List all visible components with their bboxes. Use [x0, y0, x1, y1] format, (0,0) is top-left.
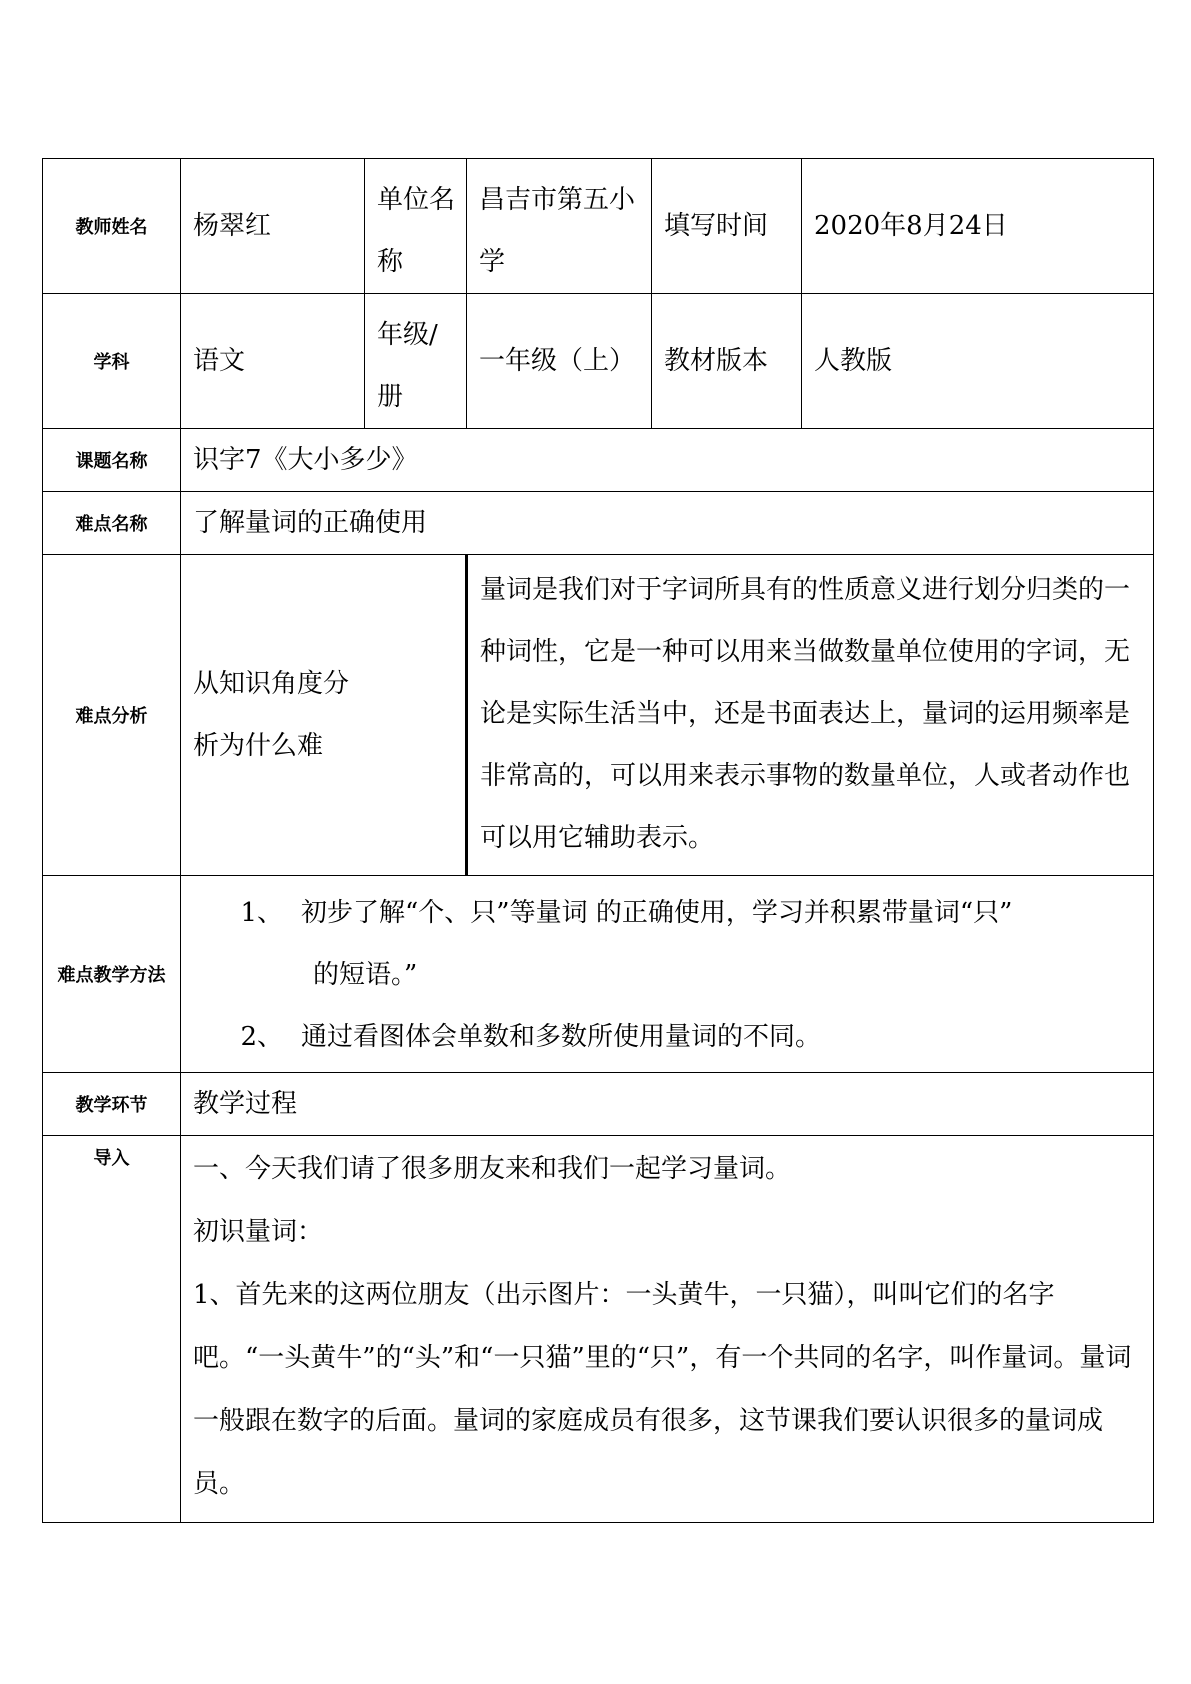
teacher-name: 杨翠红: [181, 159, 365, 294]
row-teacher: [43, 159, 1154, 294]
textbook: 人教版: [802, 294, 1154, 429]
method-list: [181, 876, 1154, 1073]
grade: 一年级（上）: [467, 294, 652, 429]
unit-label-line-1: 单位名: [377, 185, 456, 215]
method-item-1: [193, 882, 1141, 944]
method-label: 难点教学方法: [43, 876, 181, 1073]
row-intro: [43, 1136, 1154, 1523]
grade-label-line-2: 册: [377, 382, 404, 412]
intro-line-2: 初识量词：: [193, 1217, 324, 1247]
method-item-1-continued: 的短语。”: [313, 960, 418, 990]
fill-time: 2020年8月24日: [802, 159, 1154, 294]
method-item-1-num: 1、: [240, 898, 283, 928]
row-stage: [43, 1073, 1154, 1136]
topic-label: 课题名称: [43, 429, 181, 492]
difficulty-label: 难点名称: [43, 492, 181, 555]
unit-name-line-2: 学: [479, 247, 506, 277]
analysis-label: 难点分析: [43, 555, 181, 876]
analysis-angle: [181, 555, 467, 876]
teacher-label: 教师姓名: [43, 159, 181, 294]
subject-label: 学科: [43, 294, 181, 429]
row-difficulty: [43, 492, 1154, 555]
row-topic: [43, 429, 1154, 492]
grade-label-line-1: 年级/: [377, 320, 438, 350]
row-subject: [43, 294, 1154, 429]
intro-label: 导入: [43, 1136, 181, 1523]
row-method: [43, 876, 1154, 1073]
analysis-text: [467, 555, 1154, 876]
intro-line-1: 一、今天我们请了很多朋友来和我们一起学习量词。: [193, 1154, 792, 1184]
row-analysis: [43, 555, 1154, 876]
lesson-form-table: [42, 158, 1154, 1523]
fill-time-label: 填写时间: [652, 159, 802, 294]
unit-name: [467, 159, 652, 294]
unit-label-line-2: 称: [377, 247, 404, 277]
unit-name-line-1: 昌吉市第五小: [479, 185, 636, 215]
analysis-angle-line-1: 从知识角度分: [193, 669, 350, 699]
method-item-2-text: 通过看图体会单数和多数所使用量词的不同。: [301, 1022, 822, 1052]
unit-label: [365, 159, 467, 294]
stage-label: 教学环节: [43, 1073, 181, 1136]
intro-line-3: 1、首先来的这两位朋友（出示图片：一头黄牛，一只猫），叫叫它们的名字吧。“一头黄牛”的“头”和“一只猫”里的“只”，有一个共同的名字，叫作量词。量词一般跟在数字的后面。量词的家庭成员有很多，这节课我们要认识很多的量词成员。: [193, 1280, 1132, 1499]
method-item-1-text: 初步了解“个、只”等量词 的正确使用，学习并积累带量词“只”: [301, 898, 1013, 928]
method-item-2-num: 2、: [240, 1022, 283, 1052]
intro-content: [181, 1136, 1154, 1523]
analysis-angle-line-2: 析为什么难: [193, 731, 324, 761]
analysis-paragraph: 量词是我们对于字词所具有的性质意义进行划分归类的一种词性，它是一种可以用来当做数量单位使用的字词，无论是实际生活当中，还是书面表达上，量词的运用频率是非常高的，可以用来表示事物的数量单位，人或者动作也可以用它辅助表示。: [480, 575, 1131, 853]
subject: 语文: [181, 294, 365, 429]
difficulty: 了解量词的正确使用: [181, 492, 1154, 555]
method-item-2: [193, 1006, 1141, 1068]
topic: 识字7《大小多少》: [181, 429, 1154, 492]
process-label: 教学过程: [181, 1073, 1154, 1136]
textbook-label: 教材版本: [652, 294, 802, 429]
grade-label: [365, 294, 467, 429]
